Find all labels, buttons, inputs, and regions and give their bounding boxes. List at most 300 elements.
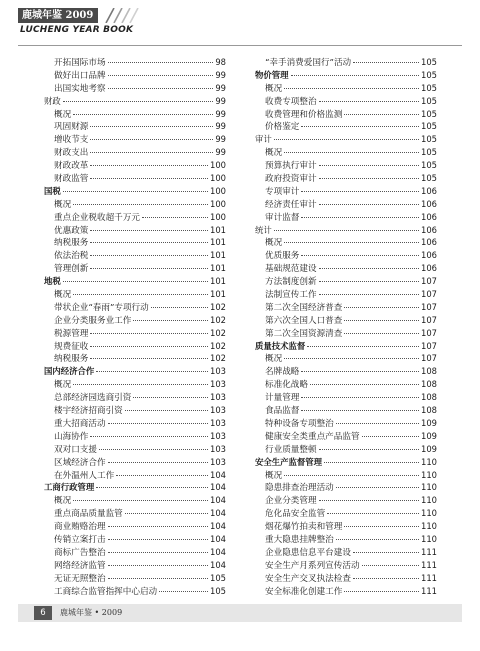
toc-entry-page: 111 — [421, 585, 437, 596]
dot-leader — [63, 101, 214, 102]
dot-leader — [344, 114, 419, 115]
dot-leader — [319, 165, 419, 166]
toc-entry-title: 在外温州人工作 — [54, 470, 115, 481]
toc-entry-page: 103 — [210, 430, 226, 441]
toc-entry[interactable] — [44, 224, 226, 237]
toc-entry[interactable] — [255, 95, 437, 108]
toc-entry-page: 103 — [210, 379, 226, 390]
toc-entry[interactable] — [44, 69, 226, 82]
toc-entry-page: 103 — [210, 405, 226, 416]
toc-entry-title: 概况 — [265, 470, 283, 481]
toc-entry-title: 概况 — [265, 148, 283, 159]
toc-entry-page: 101 — [210, 289, 226, 300]
toc-entry-title: 规费征收 — [54, 341, 89, 352]
toc-entry-title: 优质服务 — [265, 251, 300, 262]
toc-entry-page: 99 — [215, 108, 226, 119]
toc-section-entry[interactable] — [255, 133, 437, 146]
toc-entry-title: 带状企业“春雨”专项行动 — [54, 302, 149, 313]
toc-entry-page: 103 — [210, 366, 226, 377]
toc-entry[interactable] — [44, 430, 226, 443]
dot-leader — [319, 268, 419, 269]
toc-entry-page: 107 — [421, 314, 437, 325]
toc-entry-title: 双对口支援 — [54, 444, 97, 455]
toc-entry[interactable] — [44, 494, 226, 507]
toc-entry[interactable] — [44, 236, 226, 249]
toc-entry-page: 107 — [421, 276, 437, 287]
dot-leader — [344, 320, 419, 321]
toc-entry-page: 106 — [421, 198, 437, 209]
toc-entry-page: 109 — [421, 443, 437, 454]
toc-entry[interactable] — [255, 352, 437, 365]
toc-entry-title: 纳税服务 — [54, 238, 89, 249]
toc-entry-page: 107 — [421, 340, 437, 351]
toc-entry-page: 105 — [210, 585, 226, 596]
toc-entry[interactable] — [255, 404, 437, 417]
page-number: 6 — [34, 606, 52, 620]
toc-entry-title: 重大隐患挂牌整治 — [265, 534, 334, 545]
toc-entry-title: 价格鉴定 — [265, 122, 300, 133]
dot-leader — [151, 307, 208, 308]
toc-entry-page: 109 — [421, 417, 437, 428]
page-header — [18, 8, 146, 42]
toc-entry[interactable] — [255, 82, 437, 95]
toc-entry-title: 名牌战略 — [265, 367, 300, 378]
toc-entry-page: 106 — [421, 263, 437, 274]
toc-entry[interactable] — [255, 520, 437, 533]
toc-entry-page: 111 — [421, 559, 437, 570]
toc-section-entry[interactable] — [44, 365, 226, 378]
toc-entry[interactable] — [255, 559, 437, 572]
dot-leader — [319, 449, 419, 450]
dot-leader — [116, 475, 208, 476]
toc-entry-page: 99 — [215, 147, 226, 158]
toc-entry[interactable] — [44, 146, 226, 159]
dot-leader — [63, 191, 208, 192]
toc-entry-title: 特种设备专项整治 — [265, 418, 334, 429]
toc-entry-title: 商业贿赂治理 — [54, 522, 106, 533]
dot-leader — [90, 165, 208, 166]
dot-leader — [96, 487, 208, 488]
toc-entry[interactable] — [44, 198, 226, 211]
toc-entry-title: 概况 — [265, 83, 283, 94]
toc-entry-title: 财政 — [44, 95, 61, 106]
toc-section-entry[interactable] — [255, 456, 437, 469]
toc-entry-page: 103 — [210, 456, 226, 467]
dot-leader — [301, 371, 419, 372]
toc-entry[interactable] — [255, 198, 437, 211]
dot-leader — [344, 591, 419, 592]
toc-entry[interactable] — [44, 469, 226, 482]
dot-leader — [73, 294, 208, 295]
toc-entry[interactable] — [255, 236, 437, 249]
toc-entry-page: 101 — [210, 276, 226, 287]
toc-entry[interactable] — [44, 249, 226, 262]
toc-entry-page: 107 — [421, 327, 437, 338]
dot-leader — [353, 578, 419, 579]
toc-entry[interactable] — [255, 211, 437, 224]
toc-entry-page: 100 — [210, 198, 226, 209]
toc-entry[interactable] — [255, 585, 437, 598]
toc-section-entry[interactable] — [44, 185, 226, 198]
dot-leader — [96, 371, 208, 372]
dot-leader — [344, 307, 419, 308]
dot-leader — [274, 230, 419, 231]
toc-entry-title: 楼宇经济招商引资 — [54, 406, 123, 417]
toc-entry[interactable] — [44, 546, 226, 559]
toc-entry[interactable] — [44, 352, 226, 365]
dot-leader — [90, 268, 208, 269]
dot-leader — [90, 436, 208, 437]
toc-entry-title: 预算执行审计 — [265, 161, 317, 172]
toc-entry-page: 102 — [210, 327, 226, 338]
dot-leader — [301, 191, 419, 192]
dot-leader — [73, 204, 208, 205]
toc-entry-page: 108 — [421, 366, 437, 377]
dot-leader — [353, 552, 419, 553]
toc-entry-page: 106 — [421, 211, 437, 222]
toc-entry-page: 104 — [210, 521, 226, 532]
toc-entry-page: 108 — [421, 405, 437, 416]
dot-leader — [99, 449, 208, 450]
toc-entry[interactable] — [255, 417, 437, 430]
toc-entry-page: 105 — [421, 57, 437, 67]
dot-leader — [90, 152, 213, 153]
toc-entry-title: 政府投资审计 — [265, 174, 317, 185]
toc-entry[interactable] — [255, 56, 437, 69]
toc-entry-page: 108 — [421, 379, 437, 390]
dot-leader — [63, 281, 208, 282]
toc-entry-title: 财政监管 — [54, 174, 89, 185]
dot-leader — [307, 346, 419, 347]
page-footer — [0, 604, 480, 636]
toc-entry-title: 概况 — [54, 290, 72, 301]
toc-entry-title: 安全生产月系列宣传活动 — [265, 560, 360, 571]
toc-entry-page: 109 — [421, 430, 437, 441]
dot-leader — [336, 539, 419, 540]
toc-entry-page: 101 — [210, 263, 226, 274]
dot-leader — [362, 436, 419, 437]
toc-entry-title: 山海协作 — [54, 431, 89, 442]
toc-entry-title: 企业分类管理 — [265, 496, 317, 507]
dot-leader — [108, 539, 208, 540]
toc-entry-page: 105 — [421, 108, 437, 119]
toc-entry-page: 100 — [210, 160, 226, 171]
toc-entry[interactable] — [255, 430, 437, 443]
dot-leader — [90, 346, 208, 347]
toc-entry[interactable] — [44, 327, 226, 340]
toc-column-right — [255, 56, 437, 597]
toc-entry-title: 统计 — [255, 224, 272, 235]
toc-entry[interactable] — [44, 159, 226, 172]
dot-leader — [353, 62, 419, 63]
dot-leader — [108, 552, 208, 553]
toc-entry-title: 质量技术监督 — [255, 340, 306, 351]
toc-entry[interactable] — [44, 211, 226, 224]
toc-entry-title: 开拓国际市场 — [54, 58, 106, 68]
toc-entry-page: 102 — [210, 340, 226, 351]
toc-entry-title: 商标广告整治 — [54, 547, 106, 558]
toc-entry-page: 103 — [210, 392, 226, 403]
dot-leader — [90, 230, 208, 231]
toc-entry-page: 100 — [210, 185, 226, 196]
dot-leader — [90, 178, 208, 179]
toc-entry-page: 106 — [421, 250, 437, 261]
toc-entry-title: 审计 — [255, 134, 272, 145]
toc-entry[interactable] — [255, 108, 437, 121]
toc-entry[interactable] — [255, 249, 437, 262]
toc-entry[interactable] — [255, 146, 437, 159]
toc-entry[interactable] — [255, 481, 437, 494]
toc-entry-page: 106 — [421, 237, 437, 248]
toc-entry-page: 102 — [210, 314, 226, 325]
toc-section-entry[interactable] — [44, 481, 226, 494]
toc-entry-title: 第二次全国资源清查 — [265, 328, 343, 339]
toc-entry-page: 105 — [421, 147, 437, 158]
dot-leader — [319, 500, 419, 501]
dot-leader — [336, 487, 419, 488]
dot-leader — [90, 255, 208, 256]
toc-entry-page: 99 — [215, 69, 226, 80]
toc-entry-page: 108 — [421, 392, 437, 403]
toc-entry[interactable] — [44, 301, 226, 314]
dot-leader — [125, 410, 208, 411]
yearbook-en-title: LUCHENG YEAR BOOK — [20, 25, 134, 35]
toc-entry[interactable] — [44, 120, 226, 133]
toc-entry[interactable] — [44, 262, 226, 275]
toc-entry-page: 104 — [210, 546, 226, 557]
toc-entry-title: 食品监督 — [265, 406, 300, 417]
dot-leader — [274, 139, 419, 140]
dot-leader — [90, 358, 208, 359]
dot-leader — [73, 114, 213, 115]
toc-entry-title: 法制宣传工作 — [265, 290, 317, 301]
toc-entry-page: 98 — [215, 57, 226, 67]
toc-entry-page: 104 — [210, 495, 226, 506]
toc-entry-page: 105 — [421, 69, 437, 80]
dot-leader — [73, 384, 208, 385]
toc-entry-page: 110 — [421, 469, 437, 480]
toc-entry[interactable] — [44, 443, 226, 456]
toc-entry-title: 基础规范建设 — [265, 264, 317, 275]
toc-entry[interactable] — [255, 185, 437, 198]
toc-entry-title: 重点企业税收超千万元 — [54, 212, 140, 223]
toc-entry-title: 第六次全国人口普查 — [265, 315, 343, 326]
dot-leader — [133, 320, 208, 321]
toc-entry[interactable] — [44, 520, 226, 533]
toc-entry-title: 国内经济合作 — [44, 366, 95, 377]
dot-leader — [319, 294, 419, 295]
toc-entry-title: 传销立案打击 — [54, 534, 106, 545]
toc-entry-title: 出国实地考察 — [54, 83, 106, 94]
toc-section-entry[interactable] — [44, 95, 226, 108]
toc-entry-page: 102 — [210, 353, 226, 364]
dot-leader — [319, 281, 419, 282]
toc-entry[interactable] — [255, 365, 437, 378]
toc-section-entry[interactable] — [255, 69, 437, 82]
toc-entry-page: 110 — [421, 533, 437, 544]
toc-entry[interactable] — [44, 417, 226, 430]
dot-leader — [284, 242, 419, 243]
toc-entry-title: 收费专项整治 — [265, 96, 317, 107]
toc-entry[interactable] — [255, 301, 437, 314]
toc-entry[interactable] — [255, 172, 437, 185]
toc-entry-page: 99 — [215, 121, 226, 132]
toc-entry[interactable] — [44, 585, 226, 598]
toc-entry[interactable] — [255, 507, 437, 520]
toc-entry-title: 行业质量整顿 — [265, 444, 317, 455]
dot-leader — [344, 333, 419, 334]
toc-entry-title: 物价管理 — [255, 69, 289, 80]
toc-entry-title: “幸手消费爱国行”活动 — [265, 58, 352, 68]
toc-entry-page: 111 — [421, 546, 437, 557]
toc-entry-page: 105 — [421, 134, 437, 145]
toc-entry-title: 财政支出 — [54, 148, 89, 159]
toc-entry[interactable] — [255, 275, 437, 288]
dot-leader — [108, 423, 208, 424]
toc-entry[interactable] — [255, 262, 437, 275]
toc-entry-title: 概况 — [265, 238, 283, 249]
toc-entry[interactable] — [44, 56, 226, 69]
toc-entry-title: 纳税服务 — [54, 354, 89, 365]
toc-entry-title: 财政改革 — [54, 161, 89, 172]
toc-entry-title: 总部经济园选商引资 — [54, 393, 132, 404]
toc-entry-title: 优惠政策 — [54, 225, 89, 236]
dot-leader — [301, 126, 419, 127]
dot-leader — [301, 217, 419, 218]
toc-entry[interactable] — [44, 533, 226, 546]
dot-leader — [125, 513, 208, 514]
toc-entry-title: 第二次全国经济普查 — [265, 302, 343, 313]
toc-entry[interactable] — [44, 391, 226, 404]
toc-section-entry[interactable] — [44, 275, 226, 288]
toc-entry-page: 105 — [421, 173, 437, 184]
toc-entry-title: 税源管理 — [54, 328, 89, 339]
toc-entry-title: 健康安全类重点产品监管 — [265, 431, 360, 442]
toc-entry[interactable] — [44, 404, 226, 417]
header-stripes-decoration — [102, 8, 146, 23]
toc-entry-title: 重大招商活动 — [54, 418, 106, 429]
dot-leader — [284, 88, 419, 89]
toc-entry[interactable] — [44, 559, 226, 572]
toc-entry-page: 104 — [210, 533, 226, 544]
toc-entry-title: 地税 — [44, 276, 61, 287]
toc-entry-page: 103 — [210, 417, 226, 428]
toc-entry[interactable] — [255, 443, 437, 456]
toc-entry-title: 收费管理和价格监测 — [265, 109, 343, 120]
toc-entry-title: 巩固财源 — [54, 122, 89, 133]
dot-leader — [301, 410, 419, 411]
toc-entry[interactable] — [255, 314, 437, 327]
toc-entry-page: 101 — [210, 224, 226, 235]
toc-entry[interactable] — [255, 494, 437, 507]
toc-entry-title: 安全生产监督管理 — [255, 456, 322, 467]
toc-entry[interactable] — [44, 314, 226, 327]
dot-leader — [344, 526, 419, 527]
toc-entry-page: 106 — [421, 224, 437, 235]
toc-entry-title: 国税 — [44, 185, 61, 196]
toc-entry-title: 概况 — [54, 199, 72, 210]
toc-entry-title: 烟花爆竹拍卖和管理 — [265, 522, 343, 533]
dot-leader — [108, 526, 208, 527]
toc-entry-page: 104 — [210, 482, 226, 493]
toc-entry[interactable] — [255, 288, 437, 301]
toc-entry[interactable] — [44, 288, 226, 301]
toc-entry-page: 105 — [421, 95, 437, 106]
toc-entry[interactable] — [255, 391, 437, 404]
toc-entry-page: 101 — [210, 237, 226, 248]
toc-entry[interactable] — [44, 172, 226, 185]
toc-section-entry[interactable] — [255, 340, 437, 353]
dot-leader — [73, 500, 208, 501]
toc-entry-page: 101 — [210, 250, 226, 261]
toc-section-entry[interactable] — [255, 224, 437, 237]
dot-leader — [108, 88, 214, 89]
toc-entry-title: 专项审计 — [265, 186, 300, 197]
toc-entry[interactable] — [44, 133, 226, 146]
toc-entry-title: 增收节支 — [54, 135, 89, 146]
toc-entry[interactable] — [44, 340, 226, 353]
dot-leader — [362, 565, 419, 566]
toc-entry[interactable] — [255, 378, 437, 391]
toc-entry-title: 依法治税 — [54, 251, 89, 262]
dot-leader — [108, 565, 208, 566]
dot-leader — [90, 242, 208, 243]
toc-entry-title: 工商综合监管指挥中心启动 — [54, 586, 158, 597]
toc-entry-page: 107 — [421, 289, 437, 300]
toc-entry[interactable] — [44, 108, 226, 121]
toc-entry[interactable] — [255, 533, 437, 546]
dot-leader — [108, 62, 214, 63]
toc-column-left — [44, 56, 226, 597]
dot-leader — [90, 126, 213, 127]
toc-entry-page: 104 — [210, 508, 226, 519]
toc-entry[interactable] — [44, 378, 226, 391]
toc-entry-page: 107 — [421, 301, 437, 312]
toc-entry[interactable] — [255, 159, 437, 172]
toc-entry[interactable] — [255, 120, 437, 133]
toc-entry-page: 105 — [421, 121, 437, 132]
toc-entry-page: 99 — [215, 82, 226, 93]
toc-entry-title: 企业隐患信息平台建设 — [265, 547, 351, 558]
yearbook-cn-title: 鹿城年鉴 2009 — [18, 8, 98, 23]
dot-leader — [133, 397, 208, 398]
toc-entry-title: 隐患排查治理活动 — [265, 483, 334, 494]
toc-entry-title: 危化品安全监管 — [265, 509, 326, 520]
toc-entry[interactable] — [44, 456, 226, 469]
toc-entry-page: 111 — [421, 572, 437, 583]
toc-entry[interactable] — [255, 546, 437, 559]
dot-leader — [284, 152, 419, 153]
toc-entry-page: 106 — [421, 185, 437, 196]
toc-entry-page: 100 — [210, 211, 226, 222]
toc-entry[interactable] — [44, 82, 226, 95]
header-rule — [18, 45, 462, 46]
toc-entry-title: 概况 — [54, 380, 72, 391]
toc-entry-page: 105 — [210, 572, 226, 583]
toc-entry-title: 做好出口品牌 — [54, 70, 106, 81]
toc-entry-title: 企业分类服务业工作 — [54, 315, 132, 326]
toc-entry[interactable] — [255, 327, 437, 340]
toc-entry-title: 审计监督 — [265, 212, 300, 223]
toc-entry[interactable] — [255, 572, 437, 585]
toc-entry[interactable] — [255, 469, 437, 482]
toc-entry-page: 104 — [210, 559, 226, 570]
toc-entry-title: 概况 — [54, 496, 72, 507]
toc-entry[interactable] — [44, 507, 226, 520]
toc-entry-page: 99 — [215, 95, 226, 106]
toc-entry[interactable] — [44, 572, 226, 585]
dot-leader — [301, 397, 419, 398]
